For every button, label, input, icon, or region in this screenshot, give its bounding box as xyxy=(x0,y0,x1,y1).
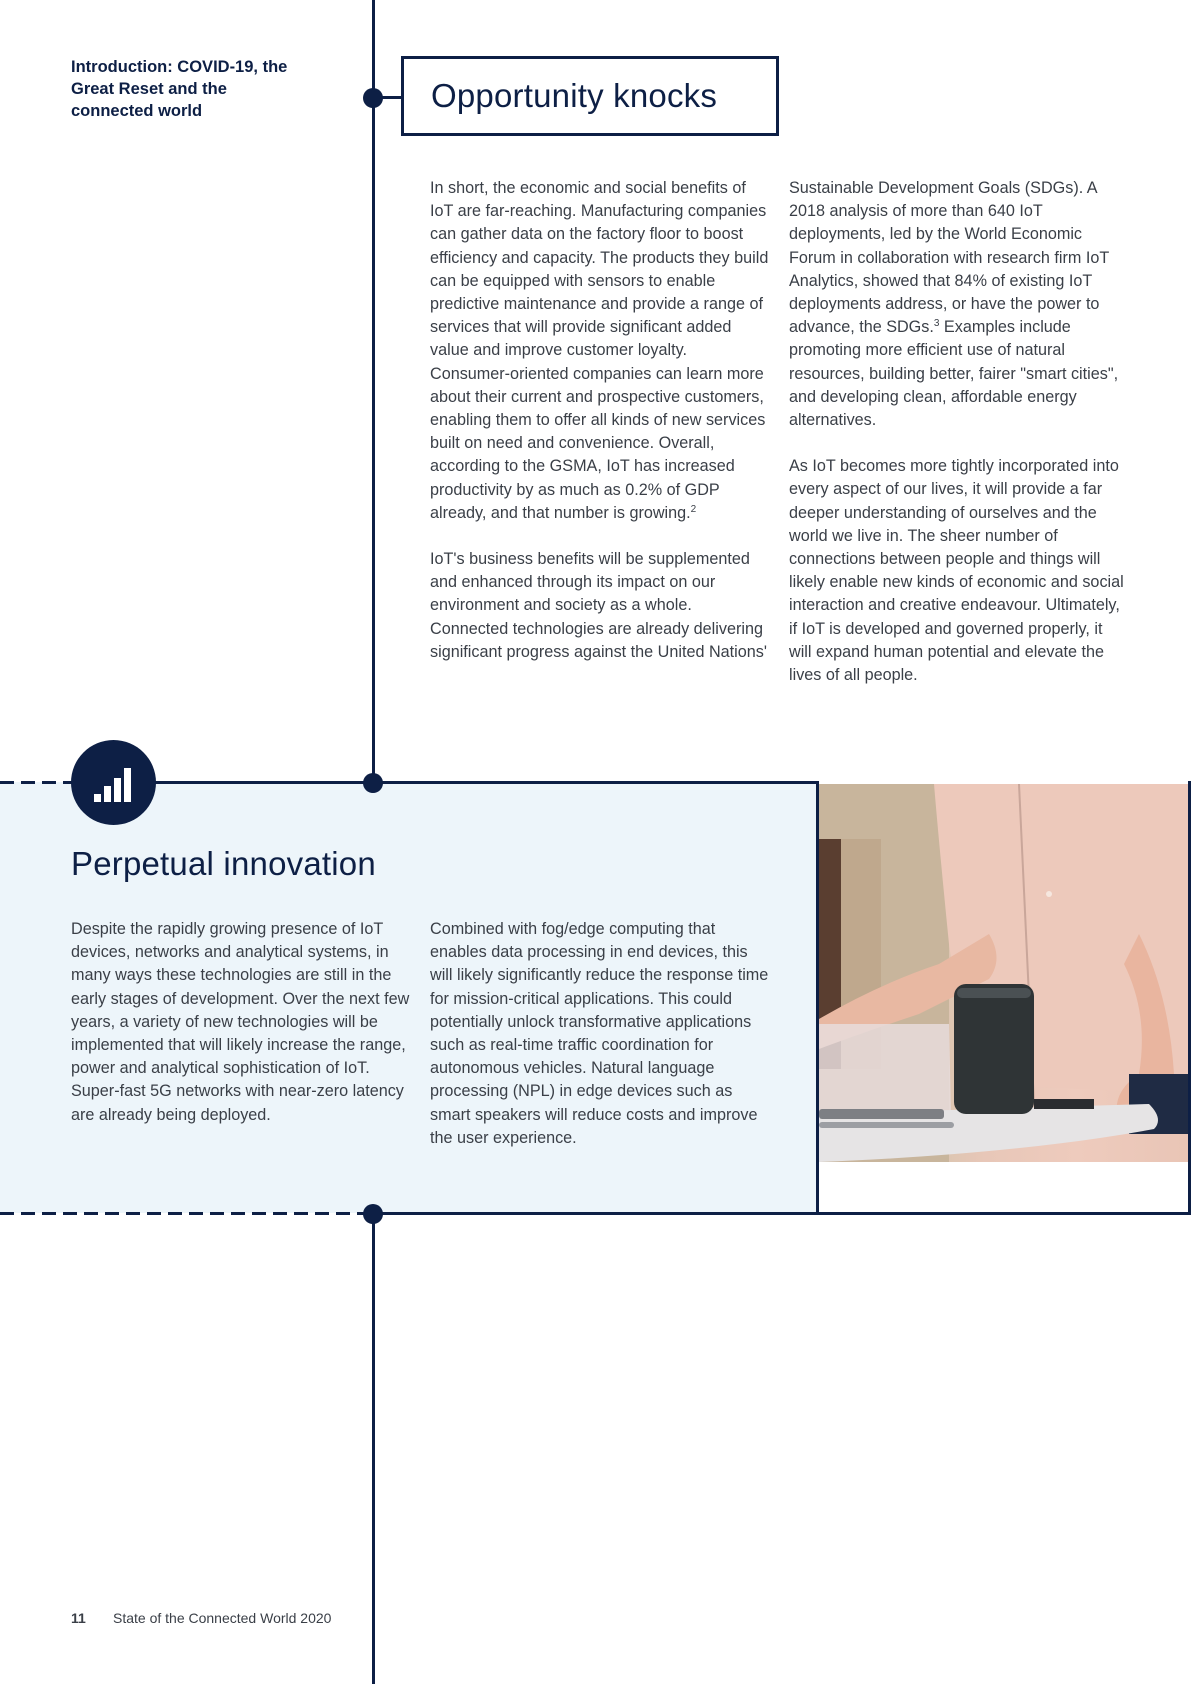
vertical-rule-bottom xyxy=(372,1213,375,1684)
opportunity-column-2 xyxy=(789,177,1129,710)
smart-speaker-photo xyxy=(819,784,1188,1162)
page-number: 11 xyxy=(71,1610,86,1626)
section-header: Introduction: COVID-19, the Great Reset and the connected world xyxy=(71,58,288,120)
footnote-ref[interactable]: 2 xyxy=(690,503,697,515)
publication-title: State of the Connected World 2020 xyxy=(113,1610,332,1626)
paragraph: Sustainable Development Goals (SDGs). A 2018 analysis of more than 640 IoT deployments, led by the World Economic Forum in collaboration with research firm IoT Analytics, showed that 84% of existing IoT deployments address, or have the power to advance, the SDGs.$^3$ Examples include promoting more efficient use of natural resources, building better, fairer "smart cities", and developing clean, affordable energy alternatives. xyxy=(789,179,1119,430)
connector-line xyxy=(375,96,402,99)
signal-bars-icon xyxy=(71,740,156,825)
timeline-node xyxy=(363,1204,383,1224)
dashed-rule xyxy=(0,781,72,784)
photo-illustration xyxy=(819,784,1188,1162)
vertical-rule-top xyxy=(372,0,375,782)
innovation-column-1 xyxy=(71,918,411,1150)
horizontal-rule xyxy=(372,1212,1191,1215)
opportunity-column-1 xyxy=(430,177,770,687)
paragraph: Combined with fog/edge computing that enables data processing in end devices, this will likely significantly reduce the response time for mission-critical applications. This could potentially unlock transformative applications such as real-time traffic coordination for autonomous vehicles. Natural language processing (NPL) in edge devices such as smart speakers will reduce costs and improve the user experience. xyxy=(430,920,769,1147)
section-title: Perpetual innovation xyxy=(71,845,376,882)
section-title-box xyxy=(401,56,779,136)
paragraph: IoT's business benefits will be supplemented and enhanced through its impact on our environment and society as a whole. Connected technologies are already delivering significant progress against the United Nations' xyxy=(430,550,767,661)
paragraph: Despite the rapidly growing presence of IoT devices, networks and analytical systems, in many ways these technologies are still in the early stages of development. Over the next few years, a variety of new technologies will be implemented that will likely increase the range, power and analytical sophistication of IoT. Super-fast 5G networks with near-zero latency are already being deployed. xyxy=(71,920,410,1124)
timeline-node xyxy=(363,773,383,793)
paragraph: As IoT becomes more tightly incorporated into every aspect of our lives, it will provide a far deeper understanding of ourselves and the world we live in. The sheer number of connections between people and things will likely enable new kinds of economic and social interaction and creative endeavour. Ultimately, if IoT is developed and governed properly, it will expand human potential and elevate the lives of all people. xyxy=(789,457,1124,685)
dashed-rule xyxy=(0,1212,372,1215)
innovation-column-2 xyxy=(430,918,770,1173)
paragraph: In short, the economic and social benefits of IoT are far-reaching. Manufacturing companies can gather data on the factory floor to boost efficiency and capacity. The products they build can be equipped with sensors to enable predictive maintenance and provide a range of services that will provide significant added value and improve customer loyalty. Consumer-oriented companies can learn more about their current and prospective customers, enabling them to offer all kinds of new services built on need and convenience. Overall, according to the GSMA, IoT has increased productivity by as much as 0.2% of GDP already, and that number is growing.$^2$ xyxy=(430,179,769,522)
footnote-ref[interactable]: 3 xyxy=(933,318,940,330)
section-title: Opportunity knocks xyxy=(431,77,718,114)
